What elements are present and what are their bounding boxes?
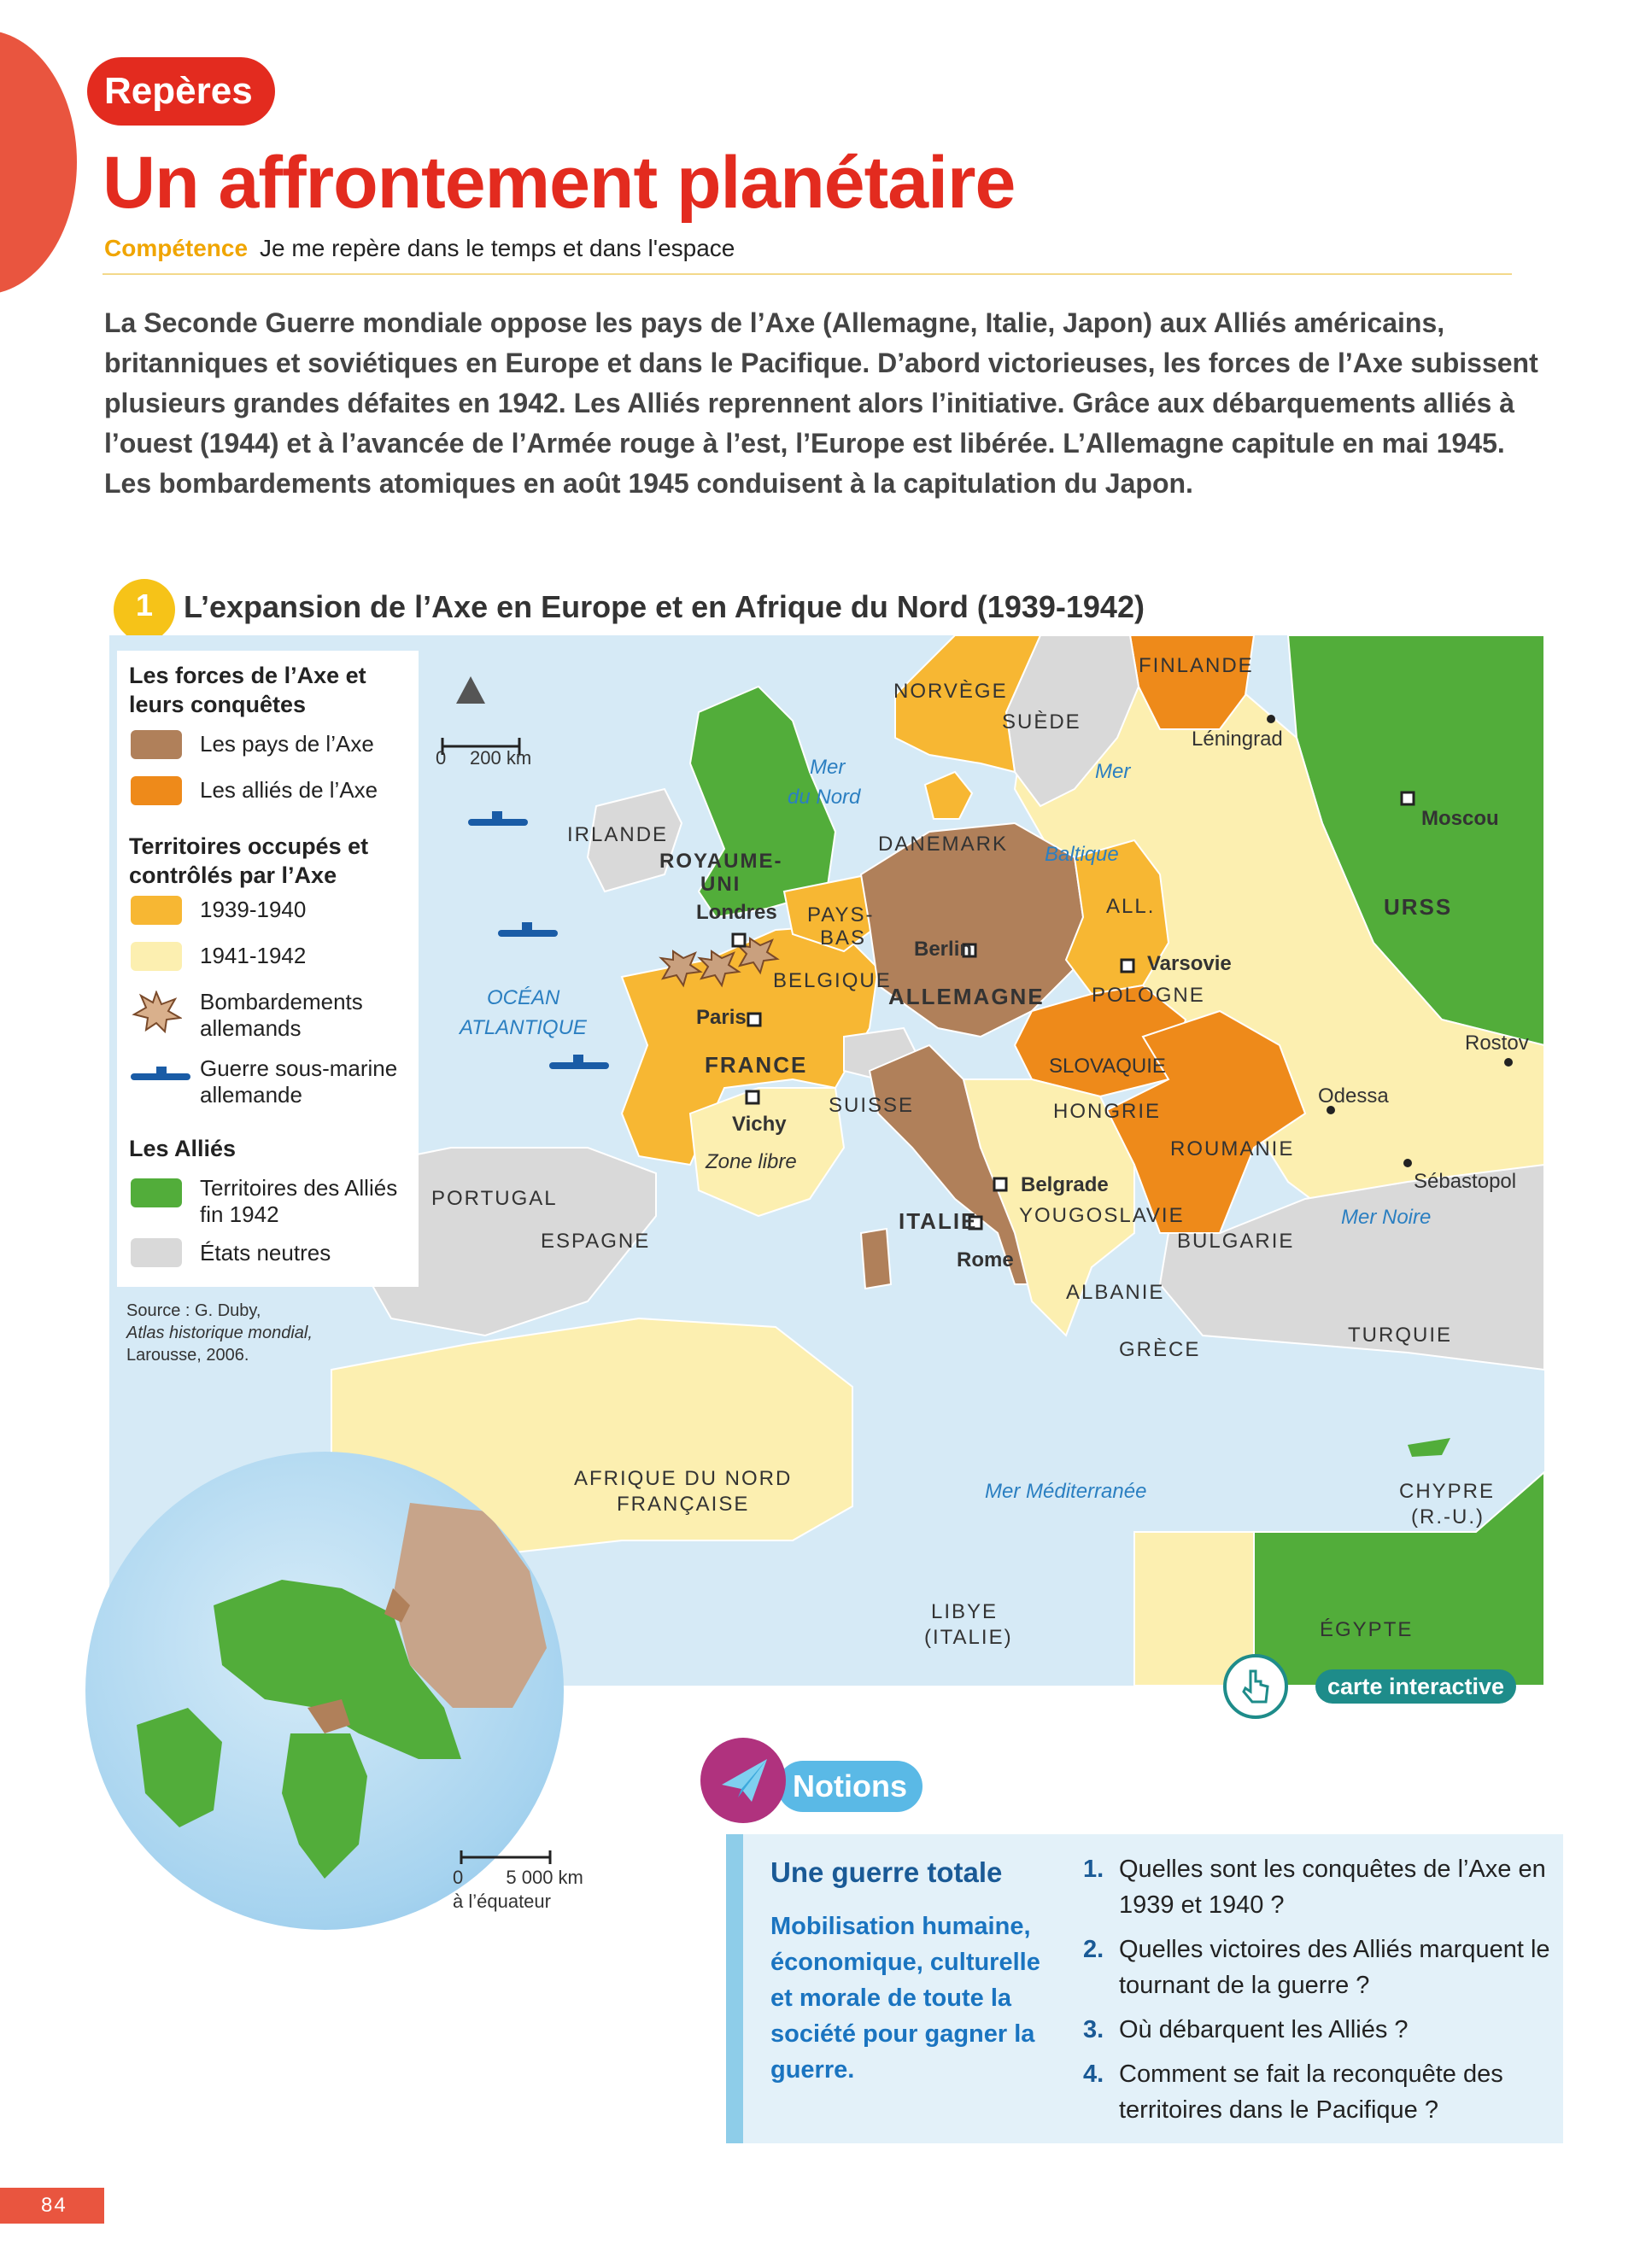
label-yougoslavie: YOUGOSLAVIE [1019, 1204, 1185, 1227]
label-italie: ITALIE [899, 1208, 978, 1234]
city-berlin: Berlin [914, 938, 973, 961]
swatch-axis [131, 730, 182, 759]
label-chypre-2: (R.-U.) [1411, 1505, 1485, 1529]
legend-bombing: Bombardements allemands [200, 989, 363, 1041]
competence-text: Je me repère dans le temps et dans l'espace [260, 235, 735, 261]
label-grece: GRÈCE [1119, 1338, 1201, 1361]
paper-plane-icon [700, 1738, 786, 1823]
legend-neutral: États neutres [200, 1240, 331, 1266]
map-source [126, 1300, 313, 1366]
label-slovaquie: SLOVAQUIE [1049, 1055, 1166, 1078]
label-bulgarie: BULGARIE [1177, 1230, 1295, 1253]
label-mer-mediterranee: Mer Méditerranée [985, 1480, 1147, 1503]
label-roumanie: ROUMANIE [1170, 1137, 1295, 1160]
label-allemagne: ALLEMAGNE [888, 984, 1045, 1009]
swatch-axis-allies [131, 776, 182, 805]
page-number: 84 [0, 2188, 104, 2224]
figure-title: L’expansion de l’Axe en Europe et en Afrique du Nord (1939-1942) [184, 589, 1145, 624]
label-urss: URSS [1384, 894, 1453, 920]
label-albanie: ALBANIE [1066, 1281, 1165, 1304]
label-suisse: SUISSE [829, 1094, 915, 1117]
question-item: 3. Où débarquent les Alliés ? [1083, 2016, 1409, 2043]
source-line1: Source : G. Duby, [126, 1301, 261, 1320]
globe-scale [453, 1849, 583, 1914]
competence-label: Compétence [104, 235, 249, 261]
legend-submarine: Guerre sous-marine allemande [200, 1055, 398, 1108]
intro-paragraph: La Seconde Guerre mondiale oppose les pays de l’Axe (Allemagne, Italie, Japon) aux Alliés américains, britanniques et soviétiques en Europe et dans le Pacifique. D’abord victorieuses, les forces de l’Axe subissent plusieurs grandes défaites en 1942. Les Alliés reprennent alors l’initiative. Grâce aux débarquements alliés à l’ouest (1944) et à l’avancée de l’Armée rouge à l’est, l’Europe est libérée. L’Allemagne capitule en mai 1945. Les bombardements atomiques en août 1945 conduisent à la capitulation du Japon. [104, 307, 1538, 499]
swatch-occupied-1941 [131, 942, 182, 971]
legend-section-allies: Les Alliés [129, 1136, 237, 1161]
notions-label: Notions [777, 1761, 922, 1812]
city-leningrad: Léningrad [1192, 728, 1283, 751]
label-royaume-uni-2: UNI [700, 873, 741, 896]
notions-side-bar [726, 1834, 743, 2143]
city-odessa: Odessa [1318, 1084, 1389, 1108]
label-danemark: DANEMARK [878, 833, 1009, 856]
label-libye-2: (ITALIE) [924, 1626, 1013, 1649]
label-turquie: TURQUIE [1348, 1324, 1452, 1347]
globe-scale-distance: 5 000 km [506, 1867, 583, 1888]
globe-scale-bar [460, 1849, 554, 1866]
notion-definition: Mobilisation humaine, économique, culturelle et morale de toute la société pour gagner la guerre. [770, 1913, 1040, 2084]
question-item: 2. Quelles victoires des Alliés marquent le tournant de la guerre ? [1083, 1936, 1550, 1999]
label-afrique-nord-1: AFRIQUE DU NORD [574, 1467, 793, 1490]
label-all: ALL. [1106, 895, 1156, 918]
label-irlande: IRLANDE [567, 823, 669, 846]
city-moscou: Moscou [1421, 807, 1499, 830]
legend-axis-countries: Les pays de l’Axe [200, 731, 374, 757]
label-chypre-1: CHYPRE [1399, 1480, 1496, 1503]
label-ocean-1: OCÉAN [487, 986, 560, 1009]
legend-period2: 1941-1942 [200, 943, 307, 968]
interactive-map-button[interactable]: carte interactive [1315, 1669, 1516, 1704]
competence-line [104, 235, 735, 262]
label-pologne: POLOGNE [1092, 984, 1205, 1007]
label-zone-libre: Zone libre [706, 1150, 797, 1173]
corner-decoration [0, 30, 77, 295]
city-vichy: Vichy [732, 1113, 787, 1136]
globe-scale-zero: 0 [453, 1867, 464, 1888]
label-afrique-nord-2: FRANÇAISE [617, 1493, 750, 1516]
city-belgrade: Belgrade [1021, 1173, 1109, 1196]
label-espagne: ESPAGNE [541, 1230, 651, 1253]
label-pays-bas-2: BAS [820, 926, 867, 950]
legend-section-axis: Les forces de l’Axe et leurs conquêtes [129, 663, 366, 717]
label-mer-du-nord-2: du Nord [788, 786, 861, 809]
figure-number: 1 [135, 587, 154, 623]
label-mer-baltique-1: Mer [1095, 760, 1131, 783]
source-line2: Atlas historique mondial, [126, 1324, 313, 1342]
page-title: Un affrontement planétaire [102, 142, 1016, 224]
notion-heading: Une guerre totale [770, 1856, 1003, 1888]
legend-period1: 1939-1940 [200, 897, 307, 922]
label-mer-baltique-2: Baltique [1045, 843, 1119, 866]
label-libye-1: LIBYE [931, 1600, 999, 1623]
label-france: FRANCE [705, 1052, 808, 1078]
submarine-icon [131, 1065, 190, 1085]
label-royaume-uni-1: ROYAUME- [659, 850, 783, 873]
label-hongrie: HONGRIE [1053, 1100, 1162, 1123]
header-divider [102, 273, 1512, 275]
question-item: 4. Comment se fait la reconquête des territoires dans le Pacifique ? [1083, 2060, 1503, 2124]
label-egypte: ÉGYPTE [1320, 1618, 1414, 1641]
section-tag: Repères [87, 57, 275, 126]
label-ocean-2: ATLANTIQUE [460, 1016, 587, 1039]
city-sebastopol: Sébastopol [1414, 1170, 1517, 1193]
legend-axis-allies: Les alliés de l’Axe [200, 777, 378, 803]
label-belgique: BELGIQUE [773, 969, 892, 992]
map-legend [117, 651, 419, 1287]
legend-allied-territories: Territoires des Alliés fin 1942 [200, 1175, 398, 1227]
city-rostov: Rostov [1465, 1032, 1529, 1055]
question-item: 1. Quelles sont les conquêtes de l’Axe en 1939 et 1940 ? [1083, 1856, 1546, 1919]
city-rome: Rome [957, 1248, 1014, 1271]
swatch-allies [131, 1178, 182, 1207]
legend-section-occupied: Territoires occupés et contrôlés par l’Axe [129, 833, 369, 888]
label-pays-bas-1: PAYS- [807, 903, 875, 926]
swatch-neutral [131, 1238, 182, 1267]
hand-pointer-icon[interactable] [1221, 1652, 1290, 1721]
city-varsovie: Varsovie [1147, 952, 1232, 975]
label-finlande: FINLANDE [1139, 654, 1254, 677]
city-paris: Paris [696, 1006, 747, 1029]
swatch-occupied-1939 [131, 896, 182, 925]
source-line3: Larousse, 2006. [126, 1346, 249, 1365]
scale-distance: 200 km [470, 747, 532, 769]
label-norvege: NORVÈGE [893, 680, 1008, 703]
scale-zero: 0 [436, 747, 447, 769]
bombing-icon [131, 991, 182, 1033]
globe-scale-note: à l’équateur [453, 1891, 551, 1912]
label-mer-du-nord-1: Mer [810, 756, 846, 779]
label-portugal: PORTUGAL [431, 1187, 558, 1210]
label-mer-noire: Mer Noire [1341, 1206, 1432, 1229]
city-londres: Londres [696, 901, 777, 924]
label-suede: SUÈDE [1002, 710, 1081, 734]
questions-list [1083, 1851, 1561, 2136]
